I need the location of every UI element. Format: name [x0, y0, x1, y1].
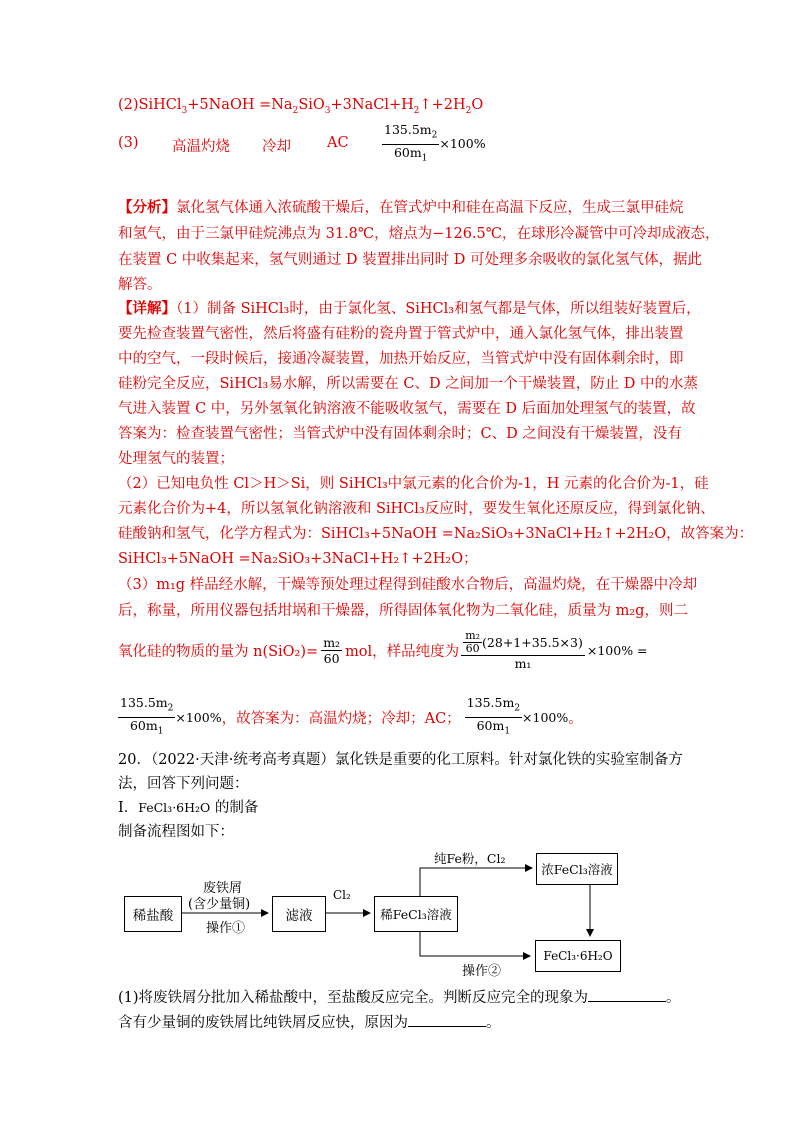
answer-blank-2[interactable]	[408, 1011, 486, 1027]
subquestion-1-line-2: 含有少量铜的废铁屑比纯铁屑反应快，原因为 。	[118, 1011, 501, 1033]
detail-line-14: 氧化硅的物质的量为 n(SiO₂)= $\frac{\text{m₂}}{60}$ mol，样品纯度为 $\frac{\text{m₂}}{60}$ (28+1+35.5×3) m₁ ×100% =	[118, 629, 648, 671]
flow-arrow2-label: Cl₂	[333, 888, 351, 902]
flow-arrow1-label-mid: (含少量铜)	[188, 897, 251, 912]
purity-fraction-2: $\frac{135.5m_2}{60m_1}$	[466, 695, 521, 736]
analysis-line-3: 在装置 C 中收集起来，氢气则通过 D 装置排出同时 D 可处理多余吸收的氯化氢气体，据此	[118, 252, 702, 268]
purity-fraction-1: $\frac{135.5m_2}{60m_1}$	[120, 695, 174, 736]
answer-3-label: (3)	[118, 135, 139, 151]
detail-line-15: $\frac{135.5m_2}{60m_1}$ ×100% ，故答案为：高温灼烧；冷却；AC； $\frac{135.5m_2}{60m_1}$ ×100% 。	[118, 695, 583, 739]
detail-line-10: 硅酸钠和氢气，化学方程式为：SiHCl₃+5NaOH =Na₂SiO₃+3NaCl+H₂↑+2H₂O，故答案为：	[118, 526, 754, 542]
answer-2: (2)SiHCl$_3$+5NaOH $=Na_2SiO_3+3NaCl+H_2↑+2H_2O$	[118, 97, 484, 116]
flow-arrow1-label-top: 废铁屑	[203, 881, 243, 896]
flow-box-dilute-fecl3: 稀FeCl₃溶液	[374, 896, 458, 932]
detail-line-2: 要先检查装置气密性，然后将盛有硅粉的瓷舟置于管式炉中，通入氯化氢气体，排出装置	[118, 326, 684, 342]
detail-line-11: SiHCl₃+5NaOH =Na₂SiO₃+3NaCl+H₂↑+2H₂O；	[118, 551, 478, 567]
answer-3-a: 高温灼烧	[172, 139, 230, 155]
analysis-line-1: 【分析】氯化氢气体通入浓硫酸干燥后，在管式炉中和硅在高温下反应，生成三氯甲硅烷	[118, 199, 684, 216]
detail-line-13: 后，称量，所用仪器包括坩埚和干燥器，所得固体氧化物为二氧化硅，质量为 m₂g，则二	[118, 603, 688, 619]
purity-formula: $\frac{135.5m_2}{60m_1}$ ×100%	[384, 122, 486, 163]
analysis-line-2: 和氢气，由于三氯甲硅烷沸点为 31.8℃，熔点为−126.5℃，在球形冷凝管中可冷却成液态，	[118, 226, 720, 242]
purity-compound-fraction: $\frac{\text{m₂}}{60}$ (28+1+35.5×3) m₁	[461, 630, 585, 671]
flow-box-filtrate: 滤液	[272, 896, 326, 932]
flow-arrow1-label-bot: 操作①	[206, 921, 246, 936]
eq2-text: (2)SiHCl	[118, 97, 182, 113]
analysis-line-4: 解答。	[118, 277, 162, 293]
detail-line-8: （2）已知电负性 Cl＞H＞Si，则 SiHCl₃中氯元素的化合价为-1，H 元素的化合价为-1，硅	[118, 476, 709, 492]
question-line-1: 20．（2022·天津·统考高考真题）氯化铁是重要的化工原料。针对氯化铁的实验室制备方	[118, 752, 683, 768]
flow-arrow3-label: 纯Fe粉，Cl₂	[434, 851, 506, 866]
flow-box-dilute-hcl: 稀盐酸	[124, 896, 182, 932]
detail-line-6: 答案为：检查装置气密性；当管式炉中没有固体剩余时；C、D 之间没有干燥装置，没有	[118, 426, 682, 442]
detail-line-4: 硅粉完全反应，SiHCl₃易水解，所以需要在 C、D 之间加一个干燥装置，防止 D 中的水蒸	[118, 376, 699, 392]
flow-box-product: FeCl₃·6H₂O	[535, 940, 621, 972]
detail-line-5: 气进入装置 C 中，另外氢氧化钠溶液不能吸收氢气，需要在 D 后面加处理氢气的装置，故	[118, 401, 696, 417]
detail-line-9: 元素化合价为+4，所以氢氧化钠溶液和 SiHCl₃反应时，要发生氧化还原反应，得到氯化钠、	[118, 501, 715, 517]
answer-3-b: 冷却	[262, 139, 291, 155]
subquestion-1-line-1: (1)将废铁屑分批加入稀盐酸中，至盐酸反应完全。判断反应完全的现象为 。	[118, 986, 681, 1008]
question-line-3: Ⅰ．FeCl₃·6H₂O 的制备	[118, 800, 259, 816]
question-line-4: 制备流程图如下：	[118, 824, 234, 840]
flow-box-conc-fecl3: 浓FeCl₃溶液	[536, 853, 618, 885]
answer-blank-1[interactable]	[588, 986, 666, 1002]
detail-line-3: 中的空气，一段时候后，接通冷凝装置，加热开始反应，当管式炉中没有固体剩余时，即	[118, 351, 684, 367]
sio2-fraction: $\frac{\text{m₂}}{60}$	[323, 635, 341, 666]
question-line-2: 法，回答下列问题：	[118, 776, 249, 792]
flow-arrow4-label: 操作②	[462, 964, 502, 979]
answer-3-c: AC	[327, 135, 349, 151]
detail-line-7: 处理氢气的装置；	[118, 451, 234, 467]
detail-line-12: （3）m₁g 样品经水解，干燥等预处理过程得到硅酸水合物后，高温灼烧，在干燥器中冷却	[118, 577, 698, 593]
detail-line-1: 【详解】（1）制备 SiHCl₃时，由于氯化氢、SiHCl₃和氢气都是气体，所以组装好装置后，	[118, 300, 701, 317]
